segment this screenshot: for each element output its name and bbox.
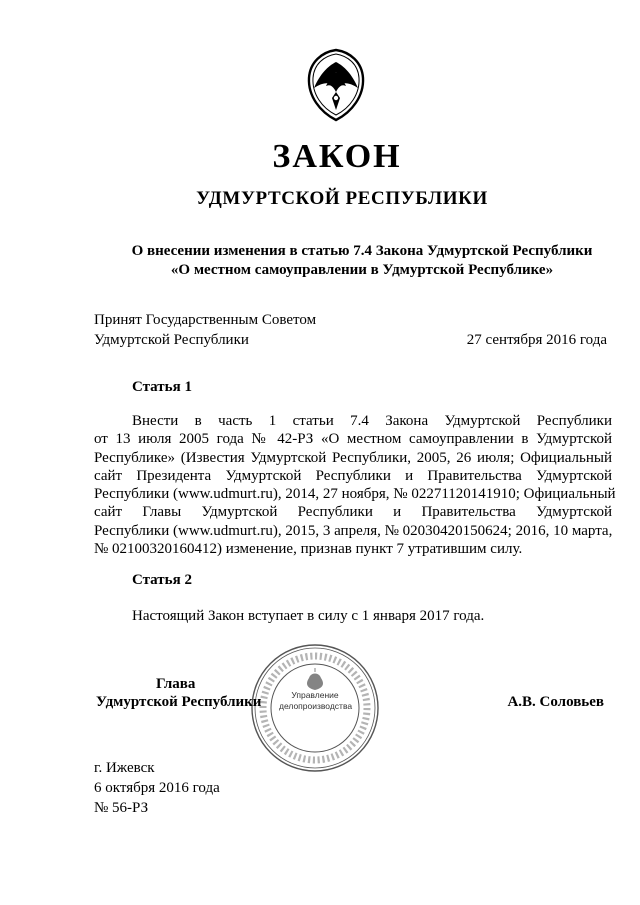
article-1-line: сайт Президента Удмуртской Республики и Правительства Удмуртской <box>94 467 612 484</box>
article-1-text <box>94 412 616 558</box>
article-1-line: Республике» (Известия Удмуртской Республики, 2005, 26 июля; Официальный <box>94 449 612 466</box>
law-subject-line: О внесении изменения в статью 7.4 Закона Удмуртской Республики <box>131 243 593 259</box>
document-title: ЗАКОН <box>272 138 402 175</box>
signatory-title-line: Глава <box>156 676 196 692</box>
article-1-line: Республики (www.udmurt.ru), 2015, 3 апреля, № 02030420150624; 2016, 10 марта, <box>94 522 613 539</box>
article-1-line: Внести в часть 1 статьи 7.4 Закона Удмуртской Республики <box>132 413 612 429</box>
adopted-date: 27 сентября 2016 года <box>466 332 607 348</box>
article-1-line: № 02100320160412) изменение, признав пункт 7 утратившим силу. <box>94 541 523 558</box>
article-1-line: Республики (www.udmurt.ru), 2014, 27 ноября, № 02271120141910; Официальный <box>94 486 616 503</box>
document-subtitle: УДМУРТСКОЙ РЕСПУБЛИКИ <box>196 188 488 209</box>
stamp-center-line: Управление <box>291 690 339 700</box>
article-1-line: сайт Главы Удмуртской Республики и Правительства Удмуртской <box>94 504 612 521</box>
emblem-icon <box>304 48 368 122</box>
document-footer <box>94 758 220 818</box>
law-subject-line: «О местном самоуправлении в Удмуртской Республике» <box>170 262 554 278</box>
adopted-by-line: Принят Государственным Советом <box>94 312 317 328</box>
adopted-by-line: Удмуртской Республики <box>94 332 249 348</box>
stamp-center-text <box>279 690 351 712</box>
article-1-heading: Статья 1 <box>132 379 192 395</box>
footer-date: 6 октября 2016 года <box>94 780 220 796</box>
law-subject <box>92 242 632 280</box>
stamp-center-line: делопроизводства <box>279 701 353 711</box>
signatory-name: А.В. Соловьев <box>507 694 604 710</box>
article-2-heading: Статья 2 <box>132 572 192 588</box>
article-1-line: от 13 июля 2005 года № 42-РЗ «О местном самоуправлении в Удмуртской <box>94 431 612 448</box>
signatory-title-line: Удмуртской Республики <box>96 694 262 710</box>
footer-number: № 56-РЗ <box>94 800 149 816</box>
article-2-text: Настоящий Закон вступает в силу с 1 января 2017 года. <box>132 608 485 624</box>
adopted-by <box>94 310 316 350</box>
official-stamp-icon <box>249 642 381 774</box>
footer-place: г. Ижевск <box>94 760 155 776</box>
